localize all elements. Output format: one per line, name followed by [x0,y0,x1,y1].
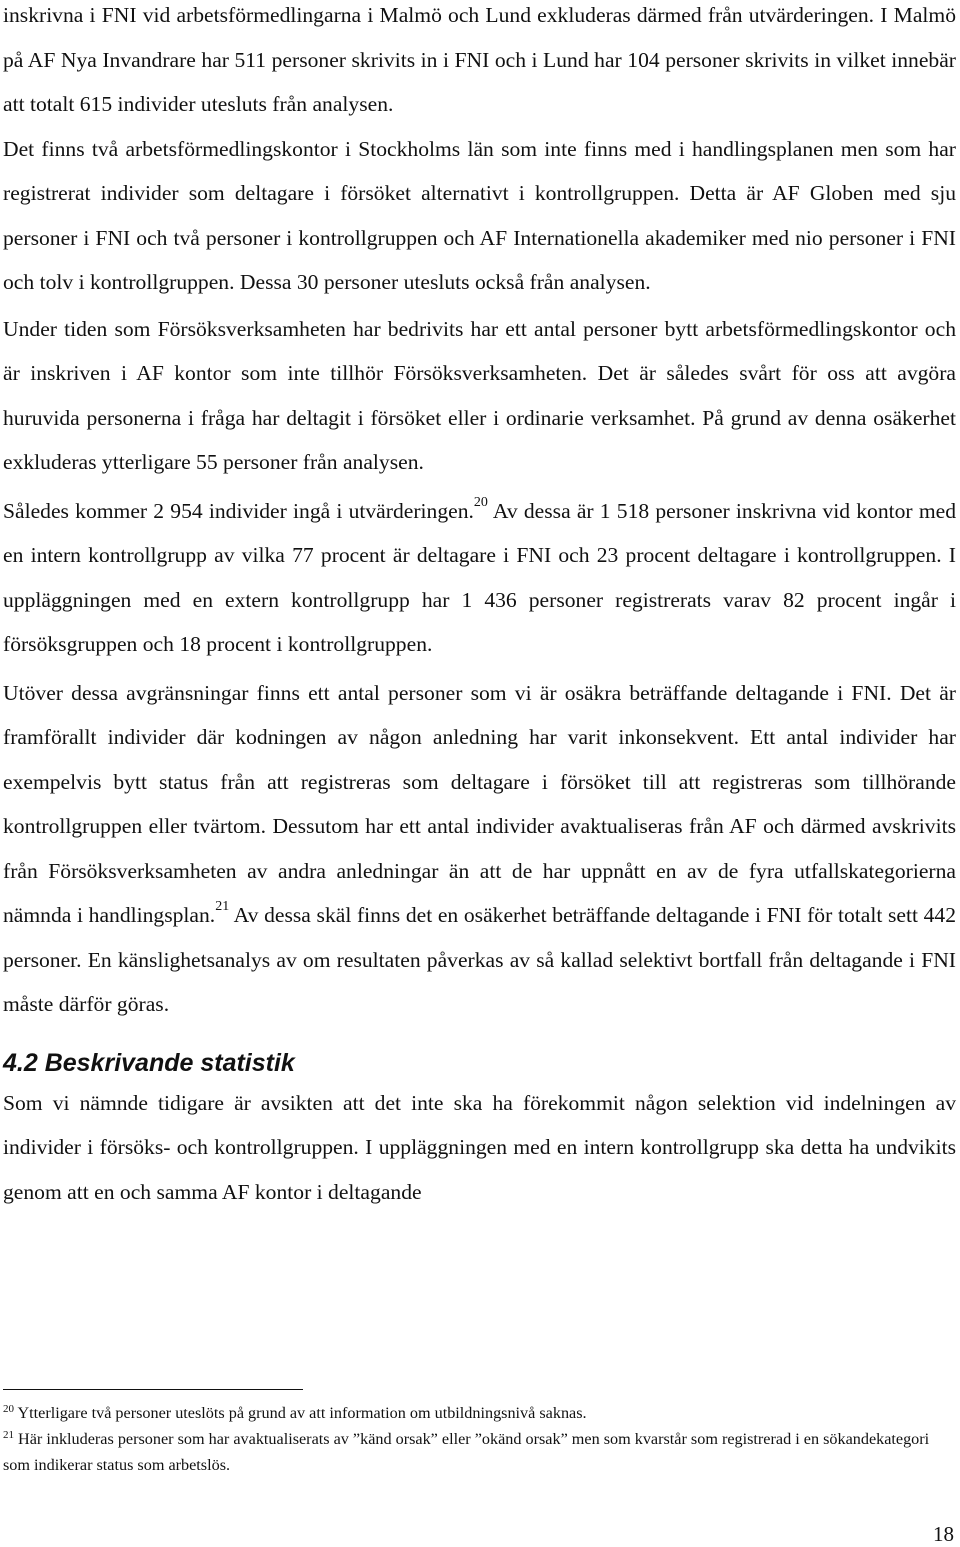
paragraph-4-text-a: Således kommer 2 954 individer ingå i utvärderingen. [3,498,474,523]
footnote-number-21: 21 [3,1429,14,1441]
document-page [3,0,956,1214]
footnote-separator [3,1389,303,1390]
paragraph-4-text-b: Av dessa är 1 518 personer inskrivna vid kontor med en intern kontrollgrupp av vilka 77 procent är deltagare i FNI och 23 procent deltagare i kontrollgruppen. I uppläggningen med en extern kontrollgrupp har 1 436 personer registrerats varav 82 procent ingår i försöksgruppen och 18 procent i kontrollgruppen. [3,498,956,656]
page-number: 18 [933,1522,954,1546]
paragraph-5 [3,671,956,1027]
paragraph-2: Det finns två arbetsförmedlingskontor i Stockholms län som inte finns med i handlingsplanen men som har registrerat individer som deltagare i försöket alternativt i kontrollgruppen. Detta är AF Globen med sju personer i FNI och två personer i kontrollgruppen och AF Internationella akademiker med nio personer i FNI och tolv i kontrollgruppen. Dessa 30 personer utesluts också från analysen. [3,136,956,294]
paragraph-4 [3,489,956,667]
footnote-ref-20[interactable]: 20 [473,494,488,510]
paragraph-5-text-a: Utöver dessa avgränsningar finns ett antal personer som vi är osäkra beträffande deltagande i FNI. Det är framförallt individer där kodningen av någon anledning har varit inkonsekvent. Ett antal individer har exempelvis bytt status från att registreras som deltagare i försöket till att registreras som tillhörande kontrollgruppen eller tvärtom. Dessutom har ett antal individer avaktualiseras från AF och därmed avskrivits från Försöksverksamheten av andra anledningar än att de har uppnått en av de fyra utfallskategorierna nämnda i handlingsplan. [3,680,956,927]
paragraph-6: Som vi nämnde tidigare är avsikten att det inte ska ha förekommit någon selektion vid indelningen av individer i försöks- och kontrollgruppen. I uppläggningen med en intern kontrollgrupp ska detta ha undvikits genom att en och samma AF kontor i deltagande [3,1090,956,1204]
footnote-text-21: Här inkluderas personer som har avaktualiserats av ”känd orsak” eller ”okänd orsak” men som kvarstår som registrerad i en sökandekategori som indikerar status som arbetslös. [3,1430,930,1474]
footnote-ref-21[interactable]: 21 [215,899,230,914]
section-heading: 4.2 Beskrivande statistik [3,1048,295,1077]
paragraph-1: inskrivna i FNI vid arbetsförmedlingarna i Malmö och Lund exkluderas därmed från utvärderingen. I Malmö på AF Nya Invandrare har 511 personer skrivits in i FNI och i Lund har 104 personer skrivits in vilket innebär att totalt 615 individer utesluts från analysen. [3,3,956,116]
footnote-number-20: 20 [3,1403,14,1415]
footnote-20 [3,1401,956,1427]
paragraph-3: Under tiden som Försöksverksamheten har bedrivits har ett antal personer bytt arbetsförmedlingskontor och är inskriven i AF kontor som inte tillhör Försöksverksamheten. Det är således svårt för oss att avgöra huruvida personerna i fråga har deltagit i försöket eller i ordinarie verksamhet. På grund av denna osäkerhet exkluderas ytterligare 55 personer från analysen. [3,316,956,474]
footnote-21 [3,1427,956,1477]
footnotes [3,1401,956,1477]
footnote-text-20: Ytterligare två personer uteslöts på grund av att information om utbildningsnivå saknas. [17,1404,587,1422]
paragraph-5-text-b: Av dessa skäl finns det en osäkerhet beträffande deltagande i FNI för totalt sett 442 personer. En känslighetsanalys av om resultaten påverkas av så kallad selektivt bortfall från deltagande i FNI måste därför göras. [3,903,957,1016]
